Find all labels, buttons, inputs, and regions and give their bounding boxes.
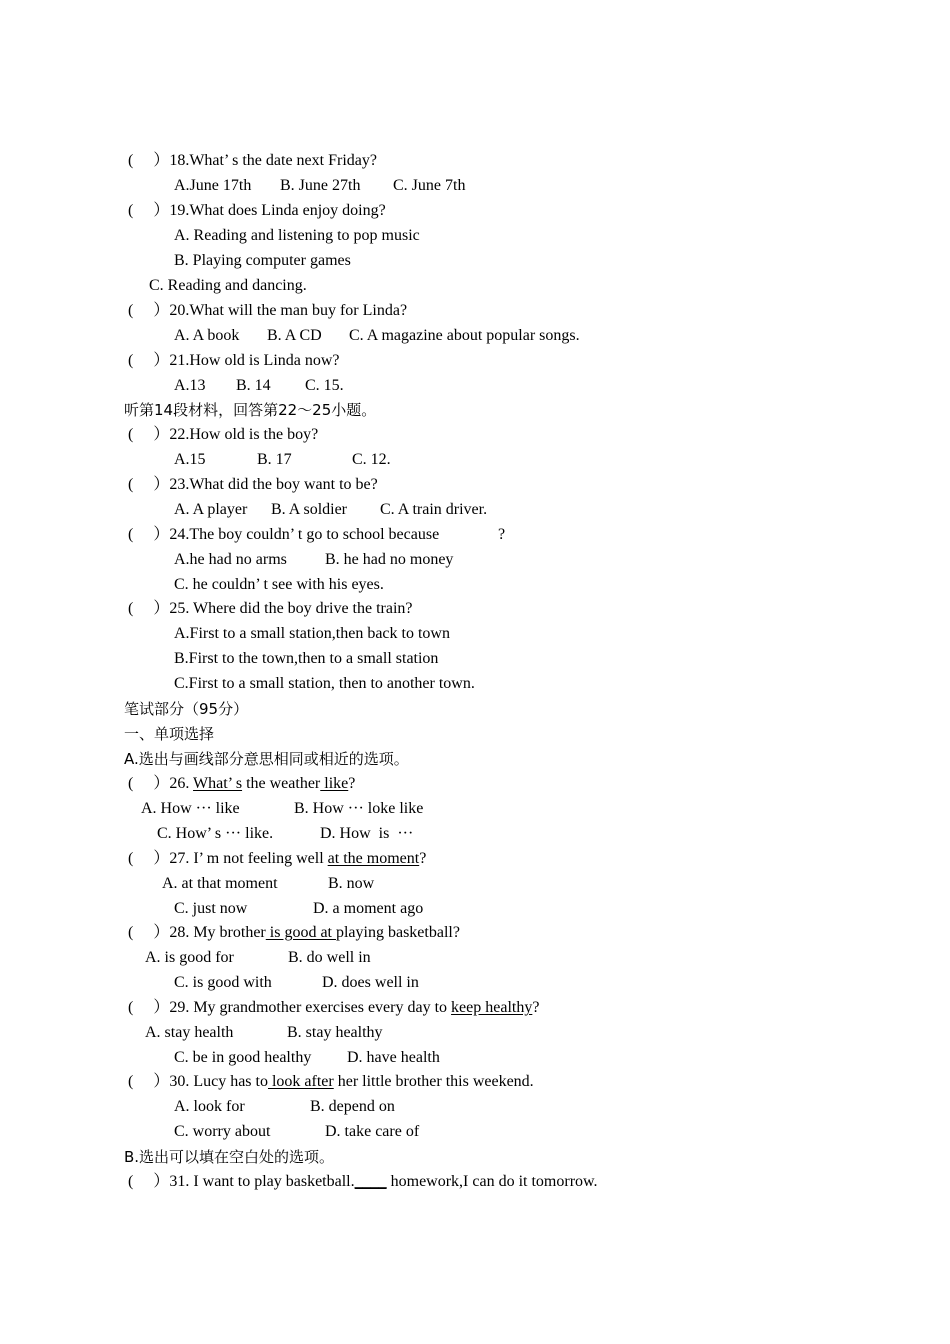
q30-option-a: A. look for bbox=[174, 1098, 245, 1115]
q21-option-c: C. 15. bbox=[305, 377, 344, 394]
written-part-heading: 笔试部分（95分） bbox=[124, 700, 249, 718]
q31-stem bbox=[128, 1171, 598, 1193]
q27-prefix: ( ）27. I’ m not feeling well bbox=[128, 850, 328, 867]
q29-end: ? bbox=[532, 999, 540, 1016]
q29-stem bbox=[128, 997, 539, 1019]
q22-stem: ( ）22.How old is the boy? bbox=[128, 426, 319, 443]
q22-option-b: B. 17 bbox=[257, 451, 292, 468]
q27-stem bbox=[128, 848, 426, 870]
q19-option-b: B. Playing computer games bbox=[174, 252, 351, 269]
q27-option-a: A. at that moment bbox=[162, 875, 278, 892]
q25-option-b: B.First to the town,then to a small station bbox=[174, 650, 439, 667]
q30-underlined: look after bbox=[267, 1073, 334, 1090]
q26-underlined-1: What’ s bbox=[193, 775, 243, 792]
q30-prefix: ( ）30. Lucy has to bbox=[128, 1073, 268, 1090]
q26-option-b: B. How ··· loke like bbox=[294, 800, 424, 817]
q24-option-c: C. he couldn’ t see with his eyes. bbox=[174, 576, 384, 593]
q24-stem: ( ）24.The boy couldn’ t go to school because bbox=[128, 526, 440, 543]
q22-option-c: C. 12. bbox=[352, 451, 391, 468]
q24-option-a: A.he had no arms bbox=[174, 551, 287, 568]
q29-underlined: keep healthy bbox=[451, 999, 533, 1016]
q28-option-a: A. is good for bbox=[145, 949, 234, 966]
q26-stem bbox=[128, 773, 355, 795]
q28-option-b: B. do well in bbox=[288, 949, 371, 966]
q26-mid: the weather bbox=[242, 775, 321, 792]
q18-option-c: C. June 7th bbox=[393, 177, 466, 194]
q23-option-b: B. A soldier bbox=[271, 501, 348, 518]
q30-end: her little brother this weekend. bbox=[333, 1073, 534, 1090]
q21-option-b: B. 14 bbox=[236, 377, 271, 394]
q30-option-c: C. worry about bbox=[174, 1123, 271, 1140]
q23-stem: ( ）23.What did the boy want to be? bbox=[128, 476, 378, 493]
q24-option-b: B. he had no money bbox=[325, 551, 454, 568]
q18-option-b: B. June 27th bbox=[280, 177, 361, 194]
section-14-instruction: 听第14段材料，回答第22～25小题。 bbox=[124, 401, 377, 419]
q29-option-a: A. stay health bbox=[145, 1024, 234, 1041]
q30-option-b: B. depend on bbox=[310, 1098, 395, 1115]
q28-end: playing basketball? bbox=[335, 924, 460, 941]
q29-option-c: C. be in good healthy bbox=[174, 1049, 312, 1066]
q27-option-c: C. just now bbox=[174, 900, 248, 917]
q26-option-c: C. How’ s ··· like. bbox=[157, 825, 274, 842]
q29-option-b: B. stay healthy bbox=[287, 1024, 383, 1041]
q27-option-b: B. now bbox=[328, 875, 375, 892]
q23-option-a: A. A player bbox=[174, 501, 248, 518]
q22-option-a: A.15 bbox=[174, 451, 206, 468]
q26-end: ? bbox=[348, 775, 356, 792]
q20-stem: ( ）20.What will the man buy for Linda? bbox=[128, 302, 408, 319]
q30-stem bbox=[128, 1071, 534, 1093]
q20-option-a: A. A book bbox=[174, 327, 240, 344]
q31-blank: ____ bbox=[354, 1173, 387, 1190]
q20-option-b: B. A CD bbox=[267, 327, 322, 344]
q29-option-d: D. have health bbox=[347, 1049, 440, 1066]
q18-stem: ( ）18.What’ s the date next Friday? bbox=[128, 152, 377, 169]
q25-stem: ( ）25. Where did the boy drive the train? bbox=[128, 600, 413, 617]
q29-prefix: ( ）29. My grandmother exercises every day to bbox=[128, 999, 452, 1016]
q20-option-c: C. A magazine about popular songs. bbox=[349, 327, 580, 344]
q18-option-a: A.June 17th bbox=[174, 177, 252, 194]
q19-option-a: A. Reading and listening to pop music bbox=[174, 227, 420, 244]
q31-end: homework,I can do it tomorrow. bbox=[386, 1173, 598, 1190]
q30-option-d: D. take care of bbox=[325, 1123, 420, 1140]
part-b-instruction: B.选出可以填在空白处的选项。 bbox=[124, 1148, 335, 1166]
part-1-heading: 一、单项选择 bbox=[124, 725, 215, 743]
q26-option-a: A. How ··· like bbox=[141, 800, 240, 817]
q26-underlined-2: like bbox=[320, 775, 349, 792]
q19-option-c: C. Reading and dancing. bbox=[149, 277, 307, 294]
q27-end: ? bbox=[419, 850, 427, 867]
q19-stem: ( ）19.What does Linda enjoy doing? bbox=[128, 202, 386, 219]
q27-underlined: at the moment bbox=[327, 850, 420, 867]
q21-option-a: A.13 bbox=[174, 377, 206, 394]
q31-prefix: ( ）31. I want to play basketball. bbox=[128, 1173, 355, 1190]
q23-option-c: C. A train driver. bbox=[380, 501, 488, 518]
q28-option-c: C. is good with bbox=[174, 974, 272, 991]
q26-option-d: D. How is ··· bbox=[320, 825, 414, 842]
q25-option-c: C.First to a small station, then to another town. bbox=[174, 675, 475, 692]
q28-stem bbox=[128, 922, 460, 944]
q25-option-a: A.First to a small station,then back to town bbox=[174, 625, 450, 642]
q24-blank-mark: ? bbox=[498, 526, 506, 543]
q26-prefix: ( ）26. bbox=[128, 775, 194, 792]
q28-underlined: is good at bbox=[265, 924, 336, 941]
part-a-instruction: A.选出与画线部分意思相同或相近的选项。 bbox=[124, 750, 409, 768]
q28-prefix: ( ）28. My brother bbox=[128, 924, 266, 941]
q28-option-d: D. does well in bbox=[322, 974, 419, 991]
q21-stem: ( ）21.How old is Linda now? bbox=[128, 352, 340, 369]
q27-option-d: D. a moment ago bbox=[313, 900, 424, 917]
